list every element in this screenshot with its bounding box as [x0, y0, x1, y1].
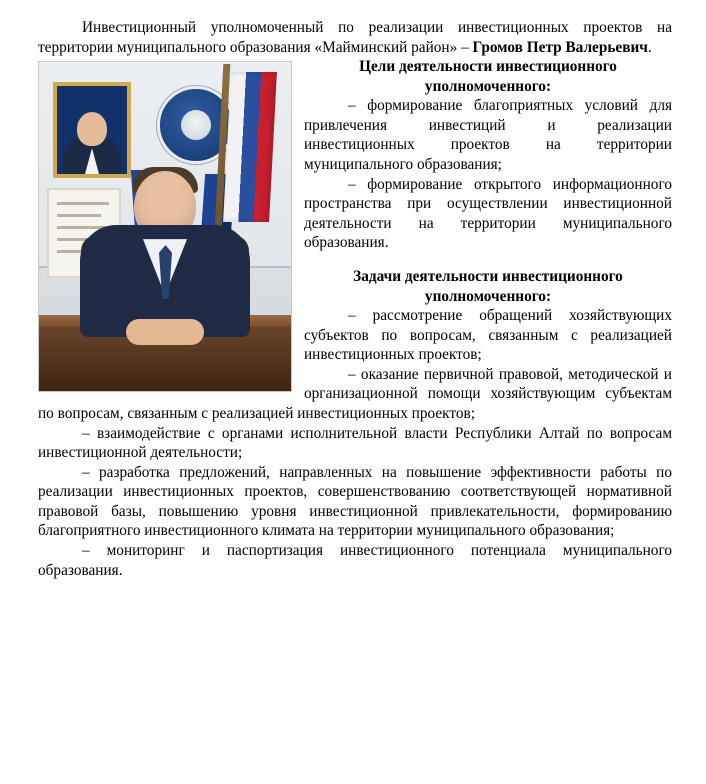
russian-flag-icon	[223, 72, 277, 222]
goal-item-2: – формирование открытого информационного пространства при осуществлении инвестиционной деятельности на территории муниципального образования.	[304, 175, 672, 252]
heading-goals: Цели деятельности инвестиционного уполномоченного:	[359, 58, 617, 95]
intro-period: .	[647, 38, 652, 56]
official-name: Громов Петр Валерьевич	[472, 38, 648, 56]
task-item-1: – рассмотрение обращений хозяйствующих субъектов по вопросам, связанным с реализацией инвестиционных проектов;	[304, 307, 672, 364]
official-photo	[38, 61, 292, 392]
task-item-2: – оказание первичной правовой, методической и организационной помощи хозяйствующим субъектам по вопросам, связанным с реализацией инвестиционных проектов;	[38, 365, 672, 422]
task-item-3: – взаимодействие с органами исполнительной власти Республики Алтай по вопросам инвестиционной деятельности;	[38, 424, 672, 462]
intro-paragraph	[38, 18, 672, 57]
president-portrait-icon	[53, 82, 131, 178]
heading-tasks: Задачи деятельности инвестиционного уполномоченного:	[353, 267, 623, 305]
task-item-5: – мониторинг и паспортизация инвестиционного потенциала муниципального образования.	[38, 542, 672, 579]
intro-lead-text: Инвестиционный уполномоченный по реализации инвестиционных проектов на территории муниципального образования «Майминский район» –	[38, 19, 672, 56]
person-hands	[126, 319, 204, 345]
task-item-4: – разработка предложений, направленных на повышение эффективности работы по реализации инвестиционных проектов, совершенствованию соответствующей нормативной правовой базы, повышению уровня инвестиционной привлекательности, формированию благоприятного инвестиционного климата на территории муниципального образования;	[38, 463, 672, 540]
goal-item-1: – формирование благоприятных условий для привлечения инвестиций и реализации инвестиционных проектов на территории муниципального образования;	[304, 97, 672, 174]
